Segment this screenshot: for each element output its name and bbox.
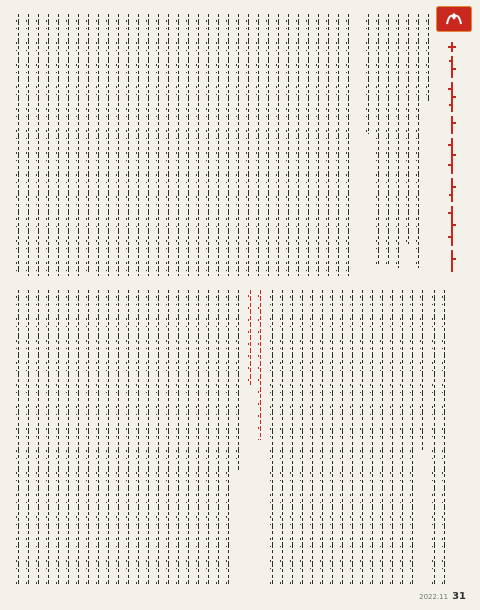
magazine-logo-icon: [444, 10, 464, 28]
script-line: [138, 290, 139, 584]
script-line: [118, 14, 119, 276]
script-line: [58, 14, 59, 276]
script-line: [48, 290, 49, 584]
script-line: [28, 290, 29, 584]
script-line: [38, 290, 39, 584]
script-line: [108, 14, 109, 276]
script-line: [434, 290, 435, 584]
script-line: [268, 14, 269, 276]
script-line: [362, 290, 363, 584]
script-line: [88, 290, 89, 584]
script-line: [278, 14, 279, 276]
script-line: [208, 14, 209, 276]
script-line: [338, 14, 339, 276]
script-line: [328, 14, 329, 276]
body-text-upper: [14, 14, 354, 278]
page-number: 31: [452, 591, 466, 602]
issue-date: 2022.11: [419, 593, 449, 601]
script-line: [412, 290, 413, 584]
script-line: [158, 290, 159, 584]
script-line: [418, 14, 419, 268]
script-line: [128, 290, 129, 584]
intro-text-column: [364, 14, 438, 278]
script-line: [258, 14, 259, 276]
section-subheading: [250, 290, 251, 386]
script-line: [148, 14, 149, 276]
script-line: [98, 290, 99, 584]
script-line: [298, 14, 299, 276]
script-line: [88, 14, 89, 272]
script-line: [388, 14, 389, 266]
script-line: [408, 14, 409, 244]
script-line: [378, 14, 379, 264]
script-line: [248, 14, 249, 276]
script-line: [18, 14, 19, 274]
script-line: [18, 290, 19, 584]
script-line: [218, 14, 219, 276]
script-line: [98, 14, 99, 276]
script-line: [198, 290, 199, 584]
script-line: [178, 290, 179, 584]
script-line: [148, 290, 149, 584]
script-line: [322, 290, 323, 584]
script-line: [38, 14, 39, 276]
body-text-lower: [14, 290, 454, 586]
article-title: [446, 40, 458, 276]
script-line: [292, 290, 293, 584]
script-line: [352, 290, 353, 584]
script-line: [332, 290, 333, 584]
page-footer: [419, 591, 466, 602]
script-line: [168, 14, 169, 276]
script-line: [228, 14, 229, 276]
script-line: [392, 290, 393, 584]
script-line: [398, 14, 399, 268]
script-line: [272, 290, 273, 584]
script-line: [218, 290, 219, 584]
section-subheading: [260, 290, 261, 440]
script-line: [158, 14, 159, 276]
script-line: [168, 290, 169, 584]
script-line: [382, 290, 383, 584]
script-line: [58, 290, 59, 584]
script-line: [428, 14, 429, 102]
script-line: [228, 290, 229, 584]
script-line: [78, 14, 79, 276]
script-line: [238, 290, 239, 470]
magazine-logo: [436, 6, 472, 32]
script-line: [78, 290, 79, 584]
script-line: [48, 14, 49, 276]
article-title-script: [446, 40, 458, 276]
script-line: [188, 290, 189, 584]
script-line: [342, 290, 343, 584]
script-line: [312, 290, 313, 584]
script-line: [28, 14, 29, 276]
script-line: [288, 14, 289, 276]
script-line: [348, 14, 349, 276]
script-line: [108, 290, 109, 584]
script-line: [188, 14, 189, 276]
script-line: [368, 14, 369, 134]
script-line: [422, 290, 423, 450]
script-line: [302, 290, 303, 584]
script-line: [68, 14, 69, 276]
script-line: [318, 14, 319, 276]
script-line: [282, 290, 283, 584]
script-line: [208, 290, 209, 584]
script-line: [138, 14, 139, 276]
script-line: [68, 290, 69, 584]
script-line: [444, 290, 445, 584]
script-line: [198, 14, 199, 276]
script-line: [402, 290, 403, 584]
script-line: [372, 290, 373, 584]
script-line: [128, 14, 129, 276]
script-line: [238, 14, 239, 276]
script-line: [118, 290, 119, 584]
script-line: [308, 14, 309, 276]
script-line: [178, 14, 179, 276]
